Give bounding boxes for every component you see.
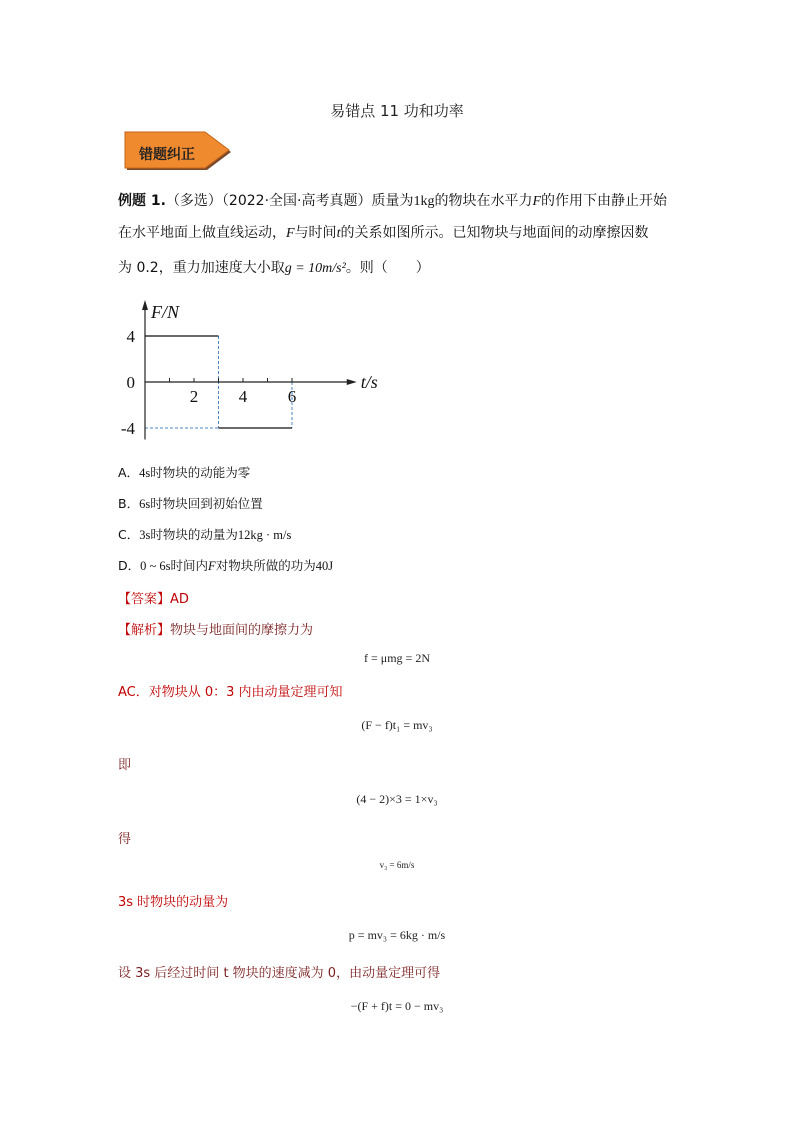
question-mass: 1kg [413,194,435,209]
option-text: 对物块所做的功为 [215,558,316,573]
option-b[interactable] [118,494,263,512]
option-letter: B． [118,496,140,511]
option-value: 12kg · m/s [237,528,292,542]
page-title: 易错点 11 功和功率 [330,102,464,120]
option-letter: D． [118,558,141,573]
question-line-3 [118,258,688,279]
question-line-2 [118,223,688,244]
ac-line: AC．对物块从 0：3 内由动量定理可知 [118,685,343,700]
equation-5: p = mv₃ = 6kg · m/s [348,928,446,942]
force-time-graph [118,296,378,446]
option-letter: C． [118,527,140,542]
option-value: 3s [139,528,151,542]
option-value: 4s [139,466,151,480]
equation-3: (4 − 2)×3 = 1×v₃ [356,792,438,806]
option-value: 40J [315,559,334,573]
analysis-text: 物块与地面间的摩擦力为 [170,623,314,638]
equation-1: f = μmg = 2N [364,651,430,665]
x-axis-label: t/s [360,372,378,392]
question-label: 例题 1. [118,193,166,209]
equation-4: v₃ = 6m/s [379,860,415,870]
y-tick-label: -4 [120,419,135,438]
question-text: 质量为 [371,193,414,209]
question-text: 与时间 [294,225,337,241]
option-text: 时物块的动能为零 [150,465,251,480]
question-tag: （多选）（2022·全国·高考真题） [165,193,372,209]
y-axis-arrow [142,300,148,310]
analysis-line [118,619,313,638]
question-text: 的作用下由静止开始 [541,193,668,209]
option-d[interactable] [118,556,333,574]
question-text: 。则（ ） [345,260,430,276]
question-text: 的物块在水平力 [434,193,533,209]
equation-2: (F − f)t₁ = mv₃ [361,718,433,732]
momentum-line: 3s 时物块的动量为 [118,895,229,910]
force-symbol: F [532,194,542,209]
y-axis-label: F/N [151,302,180,322]
answer-value: AD [170,592,189,607]
force-symbol: F [286,226,295,241]
option-c[interactable] [118,525,291,543]
time-symbol: t [336,226,341,241]
option-text: 时间内 [170,558,209,573]
force-symbol: F [208,559,216,573]
option-a[interactable] [118,463,250,481]
question-text: 为 0.2，重力加速度大小取 [118,260,285,276]
ji-line: 即 [118,758,132,773]
y-tick-label: 0 [126,373,135,392]
x-tick-label: 2 [189,387,199,406]
option-letter: A． [118,465,140,480]
section-banner [123,130,235,174]
y-tick-label: 4 [126,327,135,346]
x-tick-label: 6 [287,387,297,406]
option-value: 6s [139,497,151,511]
x-axis-arrow [347,379,357,385]
x-tick-label: 4 [238,387,248,406]
option-text: 时物块回到初始位置 [150,496,263,511]
banner-label: 错题纠正 [139,147,195,163]
last-line: 设 3s 后经过时间 t 物块的速度减为 0，由动量定理可得 [118,966,441,981]
answer-label: 【答案】 [118,592,171,607]
de-line: 得 [118,832,132,847]
question-text: 的关系如图所示。已知物块与地面间的动摩擦因数 [340,225,649,241]
analysis-label: 【解析】 [118,623,171,638]
equation-6: −(F + f)t = 0 − mv₃ [350,999,444,1013]
gravity-expression: g = 10m/s² [284,261,346,276]
question-text: 在水平地面上做直线运动， [118,225,286,241]
question-line-1 [118,191,688,212]
answer-line [118,588,189,607]
option-text: 时物块的动量为 [150,527,238,542]
option-value: 0 ~ 6s [140,559,171,573]
